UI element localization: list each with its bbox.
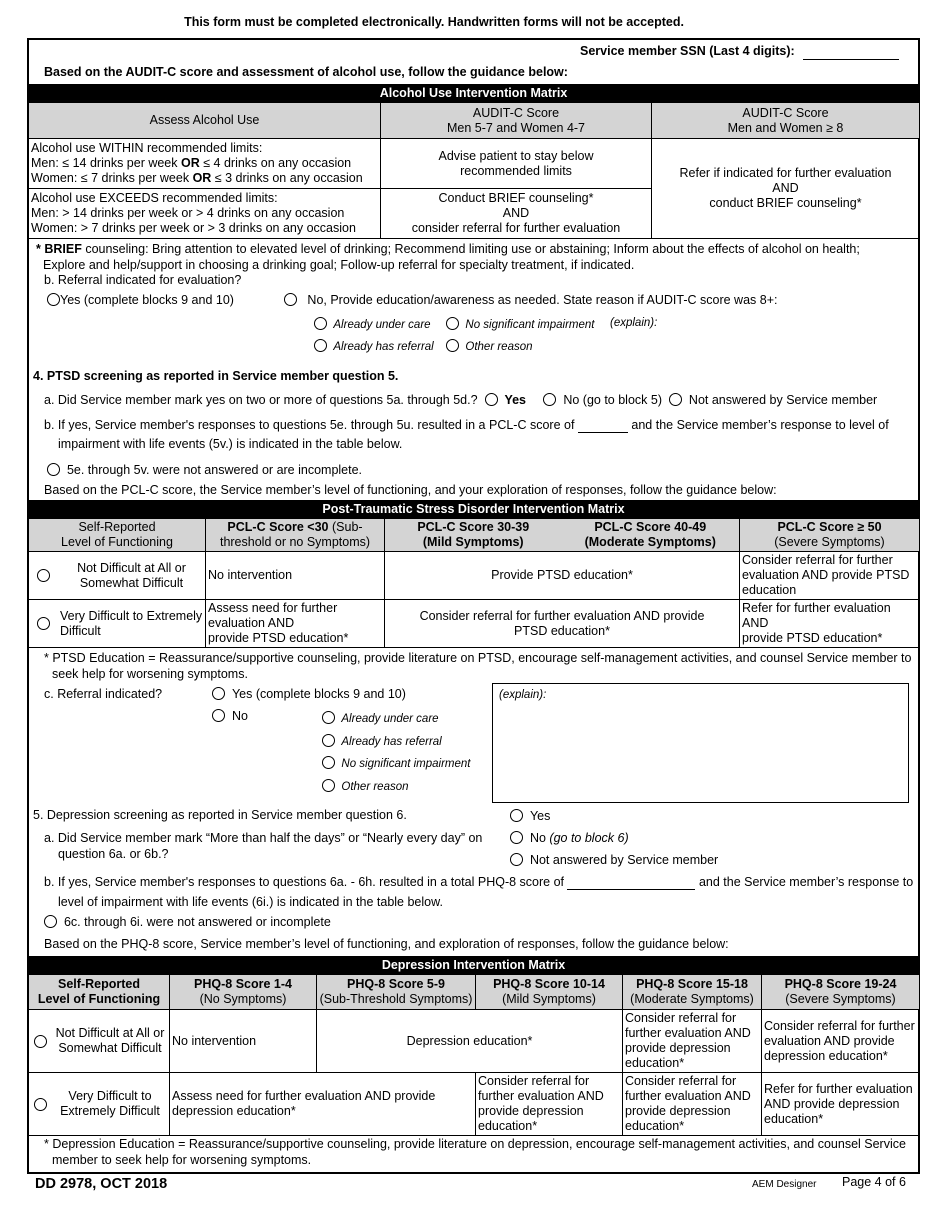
depression-guidance: Based on the PHQ-8 score, Service member’s level of functioning, and exploration of responses, follow the guidance below: xyxy=(44,937,729,951)
ptsd-row2-lt30: Assess need for further evaluation AND provide PTSD education* xyxy=(206,600,385,648)
ptsd-header-functioning: Self-Reported Level of Functioning xyxy=(29,519,206,552)
ptsd-note: * PTSD Education = Reassurance/supportive counseling, provide literature on PTSD, encourage self-management activities, and counsel Service member to seek help for worsening symptoms. xyxy=(44,651,912,681)
dep-header-10-14: PHQ-8 Score 10-14 (Mild Symptoms) xyxy=(476,975,623,1010)
referral-c-opt1-radio[interactable] xyxy=(322,711,335,724)
depression-a-not-answered-radio[interactable] xyxy=(510,853,523,866)
referral-b-yes-radio[interactable] xyxy=(47,293,60,306)
referral-b-opt1-radio[interactable] xyxy=(314,317,327,330)
ptsd-matrix-title: Post-Traumatic Stress Disorder Intervention Matrix xyxy=(29,500,918,518)
ptsd-a-no-radio[interactable] xyxy=(543,393,556,406)
ptsd-question-b: b. If yes, Service member's responses to questions 5e. through 5u. resulted in a PCL-C score of and the Service member’s response to level of xyxy=(44,418,889,432)
referral-b-opt3-radio[interactable] xyxy=(314,339,327,352)
referral-c-opt3-radio[interactable] xyxy=(322,756,335,769)
depression-question-b: b. If yes, Service member's responses to questions 6a. - 6h. resulted in a total PHQ-8 score of and the Service member’s response to xyxy=(44,875,914,889)
alcohol-brief-counseling: Conduct BRIEF counseling* AND consider referral for further evaluation xyxy=(381,189,652,239)
dep-row2-15-18: Consider referral for further evaluation AND provide depression education* xyxy=(623,1073,762,1136)
depression-note: * Depression Education = Reassurance/supportive counseling, provide literature on depression, encourage self-management activities, and counsel Service member to seek help for worsening symptoms. xyxy=(44,1137,906,1167)
audit-intro: Based on the AUDIT-C score and assessment of alcohol use, follow the guidance below: xyxy=(44,65,568,79)
ptsd-header-ge50: PCL-C Score ≥ 50 (Severe Symptoms) xyxy=(740,519,920,552)
depression-question-a: a. Did Service member mark “More than half the days” or “Nearly every day” on question 6a. or 6b.? xyxy=(44,831,483,861)
referral-b-opt3: Already has referral xyxy=(314,339,434,353)
dep-row2-10-14: Consider referral for further evaluation AND provide depression education* xyxy=(476,1073,623,1136)
dep-row1-19-24: Consider referral for further evaluation AND provide depression education* xyxy=(762,1010,920,1073)
ptsd-matrix xyxy=(28,518,920,648)
form-id: DD 2978, OCT 2018 xyxy=(35,1176,168,1192)
alcohol-exceeds-limits: Alcohol use EXCEEDS recommended limits: Men: > 14 drinks per week or > 4 drinks on any occasion Women: > 7 drinks per week or > 3 drinks on any occasion xyxy=(29,189,381,239)
ptsd-row1-mid: Provide PTSD education* xyxy=(385,552,740,600)
ptsd-row1-radio[interactable] xyxy=(37,569,50,582)
referral-c-opt4-radio[interactable] xyxy=(322,779,335,792)
dep-header-19-24: PHQ-8 Score 19-24 (Severe Symptoms) xyxy=(762,975,920,1010)
referral-c-explain-box[interactable] xyxy=(492,683,909,803)
ptsd-row1-label: Not Difficult at All or Somewhat Difficult xyxy=(29,552,206,600)
dep-row2-1-9: Assess need for further evaluation AND provide depression education* xyxy=(170,1073,476,1136)
dep-header-15-18: PHQ-8 Score 15-18 (Moderate Symptoms) xyxy=(623,975,762,1010)
referral-b-opt4: Other reason xyxy=(446,339,533,353)
referral-c-opt1: Already under care xyxy=(322,711,439,725)
alcohol-within-limits: Alcohol use WITHIN recommended limits: Men: ≤ 14 drinks per week OR ≤ 4 drinks on any occasion Women: ≤ 7 drinks per week OR ≤ 3 drinks on any occasion xyxy=(29,139,381,189)
dep-header-1-4: PHQ-8 Score 1-4 (No Symptoms) xyxy=(170,975,317,1010)
referral-c-no-radio[interactable] xyxy=(212,709,225,722)
dep-row1-15-18: Consider referral for further evaluation AND provide depression education* xyxy=(623,1010,762,1073)
referral-b-opt2-radio[interactable] xyxy=(446,317,459,330)
depression-a-no-radio[interactable] xyxy=(510,831,523,844)
ptsd-row1-ge50: Consider referral for further evaluation AND provide PTSD education xyxy=(740,552,920,600)
dep-row1-mid: Depression education* xyxy=(317,1010,623,1073)
referral-c-yes-radio[interactable] xyxy=(212,687,225,700)
depression-a-yes: Yes xyxy=(510,809,550,823)
referral-b-no-radio[interactable] xyxy=(284,293,297,306)
referral-c-opt2: Already has referral xyxy=(322,734,442,748)
depression-incomplete-radio[interactable] xyxy=(44,915,57,928)
depression-incomplete: 6c. through 6i. were not answered or incomplete xyxy=(44,915,331,929)
dep-row2-19-24: Refer for further evaluation AND provide depression education* xyxy=(762,1073,920,1136)
ptsd-a-not-answered-radio[interactable] xyxy=(669,393,682,406)
aem-designer-label: AEM Designer xyxy=(752,1179,817,1190)
ptsd-question-a: a. Did Service member mark yes on two or more of questions 5a. through 5d.? Yes No (go to block 5) Not answered by Service member xyxy=(44,393,878,407)
ptsd-header-lt30: PCL-C Score <30 (Sub- threshold or no Symptoms) xyxy=(206,519,385,552)
ptsd-header-30-39: PCL-C Score 30-39 (Mild Symptoms) xyxy=(385,519,562,552)
ptsd-row2-radio[interactable] xyxy=(37,617,50,630)
ptsd-a-yes-radio[interactable] xyxy=(485,393,498,406)
depression-a-no: No (go to block 6) xyxy=(510,831,629,845)
dep-row2-label: Very Difficult to Extremely Difficult xyxy=(29,1073,170,1136)
referral-c-label: c. Referral indicated? xyxy=(44,687,163,701)
referral-b-opt2: No significant impairment xyxy=(446,317,595,331)
alcohol-matrix-title: Alcohol Use Intervention Matrix xyxy=(29,84,918,102)
referral-b-label: b. Referral indicated for evaluation? xyxy=(44,273,242,287)
dep-row1-radio[interactable] xyxy=(34,1035,47,1048)
depression-matrix xyxy=(28,974,920,1136)
alcohol-header-moderate: AUDIT-C Score Men 5-7 and Women 4-7 xyxy=(381,103,652,139)
ptsd-incomplete-radio[interactable] xyxy=(47,463,60,476)
alcohol-matrix xyxy=(28,102,920,239)
referral-b-opt4-radio[interactable] xyxy=(446,339,459,352)
dep-header-5-9: PHQ-8 Score 5-9 (Sub-Threshold Symptoms) xyxy=(317,975,476,1010)
ptsd-row2-ge50: Refer for further evaluation AND provide PTSD education* xyxy=(740,600,920,648)
depression-a-not-answered: Not answered by Service member xyxy=(510,853,718,867)
phq8-score-input[interactable] xyxy=(567,875,695,890)
pclc-score-input[interactable] xyxy=(578,418,628,433)
brief-note: * BRIEF counseling: Bring attention to elevated level of drinking; Recommend limiting use or abstaining; Inform about the effects of alcohol on health; Explore and help/support in choosing a drinking goal; Follow-up referral for specialty treatment, if indicated. xyxy=(36,242,860,272)
referral-c-yes: Yes (complete blocks 9 and 10) xyxy=(212,687,406,701)
alcohol-header-high: AUDIT-C Score Men and Women ≥ 8 xyxy=(652,103,920,139)
dep-row1-label: Not Difficult at All or Somewhat Difficult xyxy=(29,1010,170,1073)
dep-row2-radio[interactable] xyxy=(34,1098,47,1111)
referral-c-no: No xyxy=(212,709,248,723)
alcohol-advise: Advise patient to stay below recommended limits xyxy=(381,139,652,189)
ptsd-row2-mid: Consider referral for further evaluation AND provide PTSD education* xyxy=(385,600,740,648)
ptsd-heading: 4. PTSD screening as reported in Service member question 5. xyxy=(33,369,399,383)
referral-c-opt4: Other reason xyxy=(322,779,409,793)
ptsd-guidance: Based on the PCL-C score, the Service member’s level of functioning, and your exploration of responses, follow the guidance below: xyxy=(44,483,777,497)
dep-header-functioning: Self-Reported Level of Functioning xyxy=(29,975,170,1010)
ssn-input[interactable] xyxy=(803,44,899,60)
referral-b-no: No, Provide education/awareness as needed. State reason if AUDIT-C score was 8+: xyxy=(284,293,777,307)
ssn-label: Service member SSN (Last 4 digits): xyxy=(580,44,795,58)
depression-question-b-cont: level of impairment with life events (6i.) is indicated in the table below. xyxy=(58,895,443,909)
referral-c-explain-label: (explain): xyxy=(499,689,547,701)
ptsd-incomplete: 5e. through 5v. were not answered or are incomplete. xyxy=(47,463,362,477)
referral-c-opt3: No significant impairment xyxy=(322,756,471,770)
ptsd-header-40-49: PCL-C Score 40-49 (Moderate Symptoms) xyxy=(562,519,740,552)
referral-c-opt2-radio[interactable] xyxy=(322,734,335,747)
depression-heading: 5. Depression screening as reported in Service member question 6. xyxy=(33,808,407,822)
referral-b-explain: (explain): xyxy=(610,317,658,329)
ptsd-row1-lt30: No intervention xyxy=(206,552,385,600)
page-number: Page 4 of 6 xyxy=(842,1175,906,1189)
dep-row1-1-4: No intervention xyxy=(170,1010,317,1073)
referral-b-yes: Yes (complete blocks 9 and 10) xyxy=(47,293,234,307)
alcohol-header-assess: Assess Alcohol Use xyxy=(29,103,381,139)
alcohol-refer: Refer if indicated for further evaluation AND conduct BRIEF counseling* xyxy=(652,139,920,239)
depression-a-yes-radio[interactable] xyxy=(510,809,523,822)
top-notice: This form must be completed electronically. Handwritten forms will not be accepted. xyxy=(184,15,684,29)
ptsd-question-b-cont: impairment with life events (5v.) is indicated in the table below. xyxy=(58,437,403,451)
depression-matrix-title: Depression Intervention Matrix xyxy=(29,956,918,974)
referral-b-opt1: Already under care xyxy=(314,317,431,331)
ptsd-row2-label: Very Difficult to Extremely Difficult xyxy=(29,600,206,648)
